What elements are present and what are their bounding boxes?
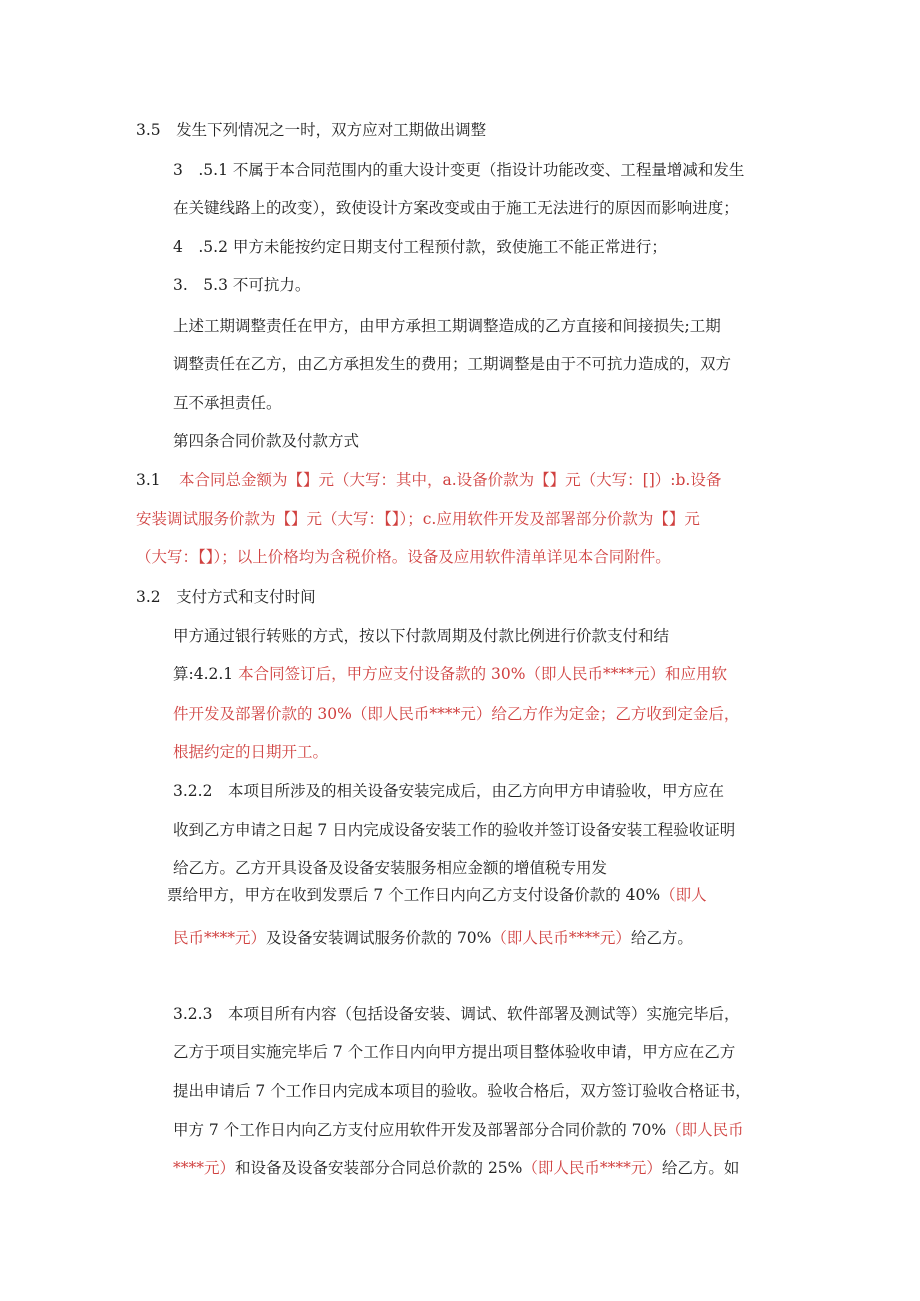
clause-3-2-2-amount-a-end: 民币****元） [173,929,267,947]
section-3-1-number: 3.1 [136,471,161,489]
responsibility-line-2: 调整责任在乙方，由乙方承担发生的费用；工期调整是由于不可抗力造成的，双方 [173,355,732,373]
clause-3-2-3-equipment-text: 和设备及设备安装部分合同总价款的 25% [235,1159,523,1177]
section-3-2-heading: 3.2 支付方式和支付时间 [136,588,316,606]
section-3-1-line-1: 本合同总金额为【】元（大写：其中，a.设备价款为【】元（大写：[]）:b.设备 [179,471,722,489]
clause-3-2-3-amount-a-end: ****元） [173,1159,236,1177]
payment-intro: 甲方通过银行转账的方式，按以下付款周期及付款比例进行价款支付和结 [173,627,670,645]
section-3-1-line-3: （大写：【】）；以上价格均为含税价格。设备及应用软件清单详见本合同附件。 [136,548,671,566]
section-3-1-line-2: 安装调试服务价款为【】元（大写：【】）；c.应用软件开发及部署部分价款为【】元 [136,510,700,528]
clause-3-2-2-invoice-text: 票给甲方，甲方在收到发票后 7 个工作日内向乙方支付设备价款的 40% [167,886,661,904]
clause-4-2-1-prefix: 算:4.2.1 [173,665,239,683]
clause-3-2-3-line-4 [173,1120,744,1140]
clause-3-2-2-line-5 [173,928,693,948]
responsibility-line-3: 互不承担责任。 [173,394,282,412]
clause-3-2-3-end: 给乙方。如 [661,1159,740,1177]
clause-3-5-3: 3. 5.3 不可抗力。 [173,276,311,294]
responsibility-line-1: 上述工期调整责任在甲方，由甲方承担工期调整造成的乙方直接和间接损失;工期 [173,317,721,335]
clause-3-2-2-line-2: 收到乙方申请之日起 7 日内完成设备安装工作的验收并签订设备安装工程验收证明 [173,821,736,839]
clause-3-2-2-line-4 [167,885,707,905]
clause-3-5-1-continued: 在关键线路上的改变），致使设计方案改变或由于施工无法进行的原因而影响进度； [173,199,739,217]
clause-3-5-1: 3 .5.1 不属于本合同范围内的重大设计变更（指设计功能改变、工程量增减和发生 [173,161,745,179]
clause-3-2-2-line-3: 给乙方。乙方开具设备及设备安装服务相应金额的增值税专用发 [173,859,608,877]
clause-3-2-3-payment-text: 甲方 7 个工作日内向乙方支付应用软件开发及部署部分合同价款的 70% [173,1121,667,1139]
section-3-5-heading: 3.5 发生下列情况之一时，双方应对工期做出调整 [136,121,487,139]
clause-4-2-1-line-2: 件开发及部署价款的 30%（即人民币****元）给乙方作为定金；乙方收到定金后， [173,705,740,723]
clause-3-2-2-amount-a: （即人 [660,886,707,904]
clause-4-2-1-line-1 [173,664,727,684]
clause-3-2-2-line-1: 3.2.2 本项目所涉及的相关设备安装完成后，由乙方向甲方申请验收，甲方应在 [173,782,724,800]
clause-3-2-2-amount-b: （即人民币****元） [491,929,631,947]
clause-4-2-1-line-3: 根据约定的日期开工。 [173,743,329,761]
clause-3-2-3-line-3: 提出申请后 7 个工作日内完成本项目的验收。验收合格后，双方签订验收合格证书， [173,1082,751,1100]
clause-3-2-3-amount-a: （即人民币 [666,1121,744,1139]
clause-3-2-3-line-5 [173,1158,739,1178]
article-4-title: 第四条合同价款及付款方式 [173,432,360,450]
clause-3-2-3-line-2: 乙方于项目实施完毕后 7 个工作日内向甲方提出项目整体验收申请，甲方应在乙方 [173,1043,736,1061]
clause-3-5-2: 4 .5.2 甲方未能按约定日期支付工程预付款，致使施工不能正常进行； [173,238,667,256]
clause-3-2-2-service-text: 及设备安装调试服务价款的 70% [266,929,492,947]
clause-3-2-3-amount-b: （即人民币****元） [522,1159,662,1177]
clause-3-2-2-end: 给乙方。 [630,929,693,947]
clause-3-2-3-line-1: 3.2.3 本项目所有内容（包括设备安装、调试、软件部署及测试等）实施完毕后， [173,1005,740,1023]
clause-4-2-1-text: 本合同签订后，甲方应支付设备款的 30%（即人民币****元）和应用软 [238,665,727,683]
